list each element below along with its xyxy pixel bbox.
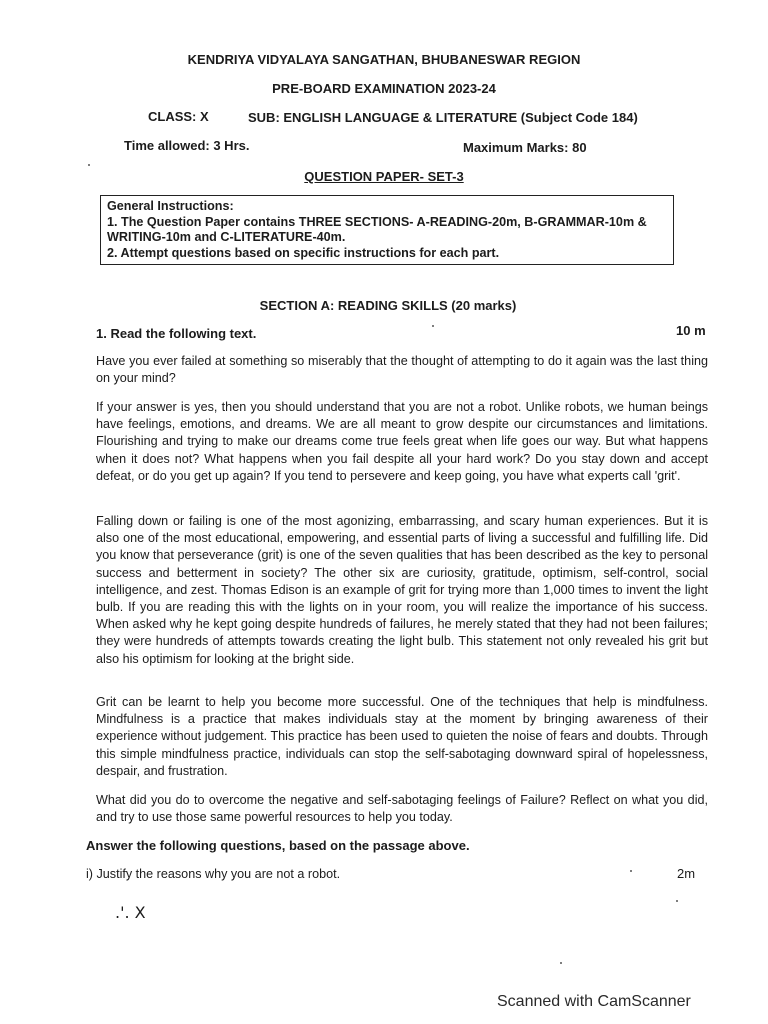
question-1-marks: 10 m: [676, 323, 706, 338]
organization-title: KENDRIYA VIDYALAYA SANGATHAN, BHUBANESWAR REGION: [187, 52, 581, 67]
passage-paragraph: Grit can be learnt to help you become more successful. One of the techniques that help is mindfulness. Mindfulness is a practice that makes individuals stay at the moment by bringing awareness of their experience without judgement. This practice has been used to quieten the noise of fears and doubts. Through this simple mindfulness practice, individuals can stop the self-sabotaging downward spiral of hopelessness, despair, and frustration.: [96, 695, 708, 778]
scan-speck: [630, 870, 632, 872]
paper-set-title: QUESTION PAPER- SET-3: [304, 169, 464, 184]
scan-speck: [676, 900, 678, 902]
sub-question-1: i) Justify the reasons why you are not a robot.: [86, 867, 341, 881]
maximum-marks: Maximum Marks: 80: [463, 140, 587, 155]
exam-title: PRE-BOARD EXAMINATION 2023-24: [272, 81, 496, 96]
section-a-title: SECTION A: READING SKILLS (20 marks): [259, 298, 517, 313]
answer-prompt: Answer the following questions, based on the passage above.: [86, 838, 470, 853]
instructions-title: General Instructions:: [107, 199, 234, 213]
passage-paragraph: Falling down or failing is one of the most agonizing, embarrassing, and scary human experiences. But it is also one of the most educational, empowering, and essential parts of living a successful and fulfilling life. Did you know that perseverance (grit) is one of the seven qualities that has been described as the key to personal success and betterment in society? The other six are curiosity, gratitude, optimism, self-control, social intelligence, and zest. Thomas Edison is an example of grit for trying more than 1,000 times to invent the light bulb. If you are reading this with the lights on in your room, you will realize the importance of his success. When asked why he kept going despite hundreds of failures, he merely stated that they had not been failures; they were hundreds of attempts towards creating the light bulb. This statement not only revealed his grit but also his optimism for looking at the bright side.: [96, 514, 708, 666]
scanner-watermark: Scanned with CamScanner: [497, 993, 691, 1010]
instruction-item: 2. Attempt questions based on specific instructions for each part.: [107, 245, 500, 260]
question-1-heading: 1. Read the following text.: [96, 326, 257, 341]
instruction-item: 1. The Question Paper contains THREE SECTIONS- A-READING-20m, B-GRAMMAR-10m & WRITING-10m and C-LITERATURE-40m.: [107, 214, 647, 244]
time-allowed: Time allowed: 3 Hrs.: [124, 138, 250, 153]
general-instructions-box: [100, 195, 674, 265]
scan-speck: [432, 325, 434, 327]
class-label: CLASS: X: [148, 109, 209, 124]
sub-question-1-marks: 2m: [677, 866, 696, 881]
scan-speck: [560, 962, 562, 964]
passage-paragraph: Have you ever failed at something so miserably that the thought of attempting to do it again was the last thing on your mind?: [96, 354, 708, 386]
passage-paragraph: If your answer is yes, then you should understand that you are not a robot. Unlike robots, we human beings have feelings, emotions, and dreams. We are all meant to grow despite our circumstances and limitations. Flourishing and trying to make our dreams come true feels great when life goes our way. But what happens when it does not? What happens when you fail despite all your hard work? Do you stay down and accept defeat, or do you get up again? If you tend to persevere and keep going, you have what experts call 'grit'.: [96, 400, 708, 483]
subject-label: SUB: ENGLISH LANGUAGE & LITERATURE (Subject Code 184): [248, 110, 638, 125]
handwritten-mark: .'. X: [115, 903, 146, 922]
passage-paragraph: What did you do to overcome the negative and self-sabotaging feelings of Failure? Reflect on what you did, and try to use those same powerful resources to help you today.: [96, 793, 708, 825]
scan-speck: [88, 164, 90, 166]
